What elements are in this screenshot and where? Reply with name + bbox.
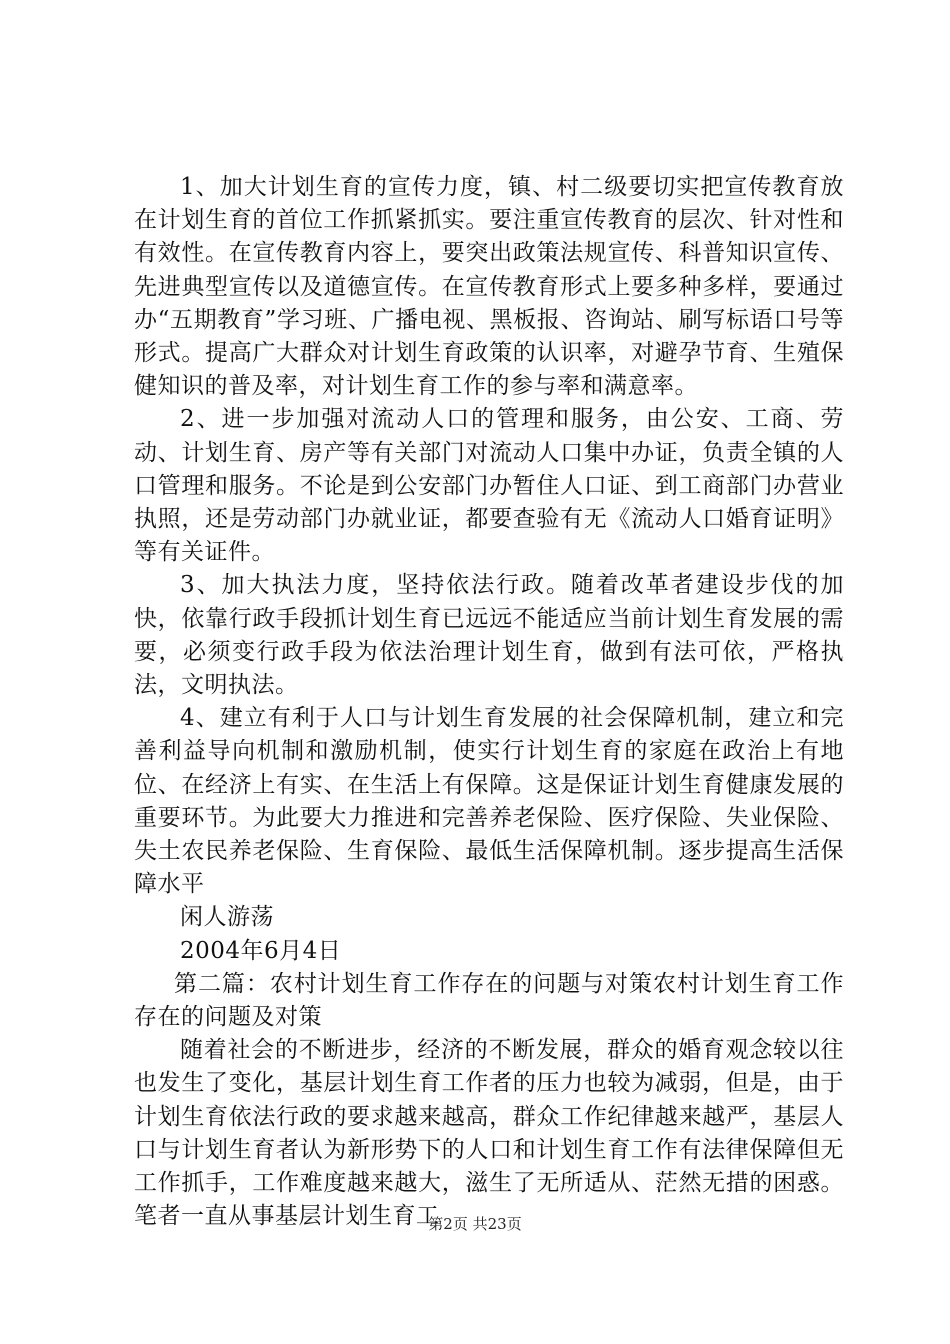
page-number: 第2页 共23页 (428, 1215, 522, 1233)
document-date: 2004年6月4日 (180, 937, 342, 964)
paragraph-4: 4、建立有利于人口与计划生育发展的社会保障机制，建立和完善利益导向机制和激励机制，使实行计划生育的家庭在政治上有地位、在经济上有实、在生活上有保障。这是保证计划生育健康发展的重要环节。为此要大力推进和完善养老保险、医疗保险、失业保险、失土农民养老保险、生育保险、最低生活保障机制。逐步提高生活保障水平 (134, 705, 844, 898)
paragraph-3: 3、加大执法力度，坚持依法行政。随着改革者建设步伐的加快，依靠行政手段抓计划生育已远远不能适应当前计划生育发展的需要，必须变行政手段为依法治理计划生育，做到有法可依，严格执法，文明执法。 (134, 572, 844, 699)
paragraph-5: 随着社会的不断进步，经济的不断发展，群众的婚育观念较以往也发生了变化，基层计划生育工作者的压力也较为减弱，但是，由于计划生育依法行政的要求越来越高，群众工作纪律越来越严，基层人口与计划生育者认为新形势下的人口和计划生育工作有法律保障但无工作抓手，工作难度越来越大，滋生了无所适从、茫然无措的困惑。笔者一直从事基层计划生育工 (134, 1037, 844, 1230)
paragraph-1: 1、加大计划生育的宣传力度，镇、村二级要切实把宣传教育放在计划生育的首位工作抓紧抓实。要注重宣传教育的层次、针对性和有效性。在宣传教育内容上，要突出政策法规宣传、科普知识宣传、先进典型宣传以及道德宣传。在宣传教育形式上要多种多样，要通过办“五期教育”学习班、广播电视、黑板报、咨询站、刷写标语口号等形式。提高广大群众对计划生育政策的认识率，对避孕节育、生殖保健知识的普及率，对计划生育工作的参与率和满意率。 (134, 174, 844, 400)
section-heading: 第二篇：农村计划生育工作存在的问题与对策农村计划生育工作存在的问题及对策 (134, 970, 844, 1031)
paragraph-2: 2、进一步加强对流动人口的管理和服务，由公安、工商、劳动、计划生育、房产等有关部门对流动人口集中办证，负责全镇的人口管理和服务。不论是到公安部门办暂住人口证、到工商部门办营业执照，还是劳动部门办就业证，都要查验有无《流动人口婚育证明》等有关证件。 (134, 406, 844, 566)
author-signature: 闲人游荡 (180, 904, 274, 931)
document-body (134, 171, 844, 1234)
